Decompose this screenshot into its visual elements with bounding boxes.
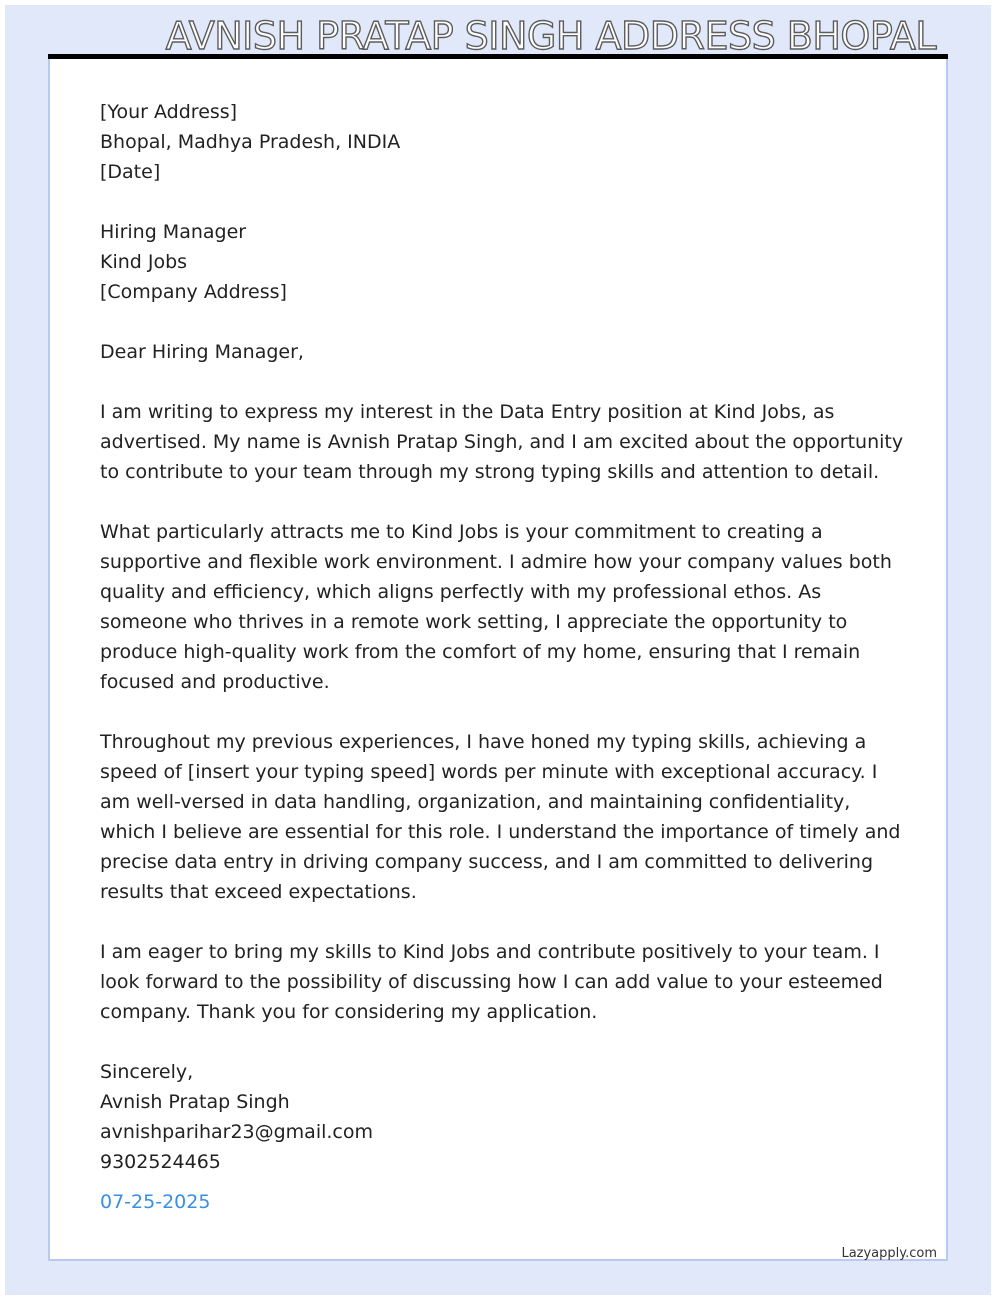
sender-city: Bhopal, Madhya Pradesh, INDIA — [100, 131, 401, 153]
recipient-name: Hiring Manager — [100, 221, 247, 243]
signature-name: Avnish Pratap Singh — [100, 1091, 290, 1113]
body-paragraph-4: I am eager to bring my skills to Kind Jobs and contribute positively to your team. I look forward to the possibility of discussing how I can add value to your esteemed company. Thank you for considering my application. — [100, 941, 883, 1023]
body-paragraph-2: What particularly attracts me to Kind Jobs is your commitment to creating a supportive and flexible work environment. I admire how your company values both quality and efficiency, which aligns perfectly with my professional ethos. As someone who thrives in a remote work setting, I appreciate the opportunity to produce high-quality work from the comfort of my home, ensuring that I remain focused and productive. — [100, 521, 892, 693]
salutation: Dear Hiring Manager, — [100, 341, 304, 363]
letter-date: 07-25-2025 — [100, 1191, 211, 1213]
signature-email: avnishparihar23@gmail.com — [100, 1121, 374, 1143]
signoff: Sincerely, — [100, 1061, 194, 1083]
recipient-company: Kind Jobs — [100, 251, 188, 273]
cover-letter-body — [100, 97, 910, 1217]
sender-address: [Your Address] — [100, 101, 238, 123]
footer-watermark: Lazyapply.com — [841, 1246, 937, 1261]
body-paragraph-3: Throughout my previous experiences, I have honed my typing skills, achieving a speed of [insert your typing speed] words per minute with exceptional accuracy. I am well-versed in data handling, organization, and maintaining confidentiality, which I believe are essential for this role. I understand the importance of timely and precise data entry in driving company success, and I am committed to delivering results that exceed expectations. — [100, 731, 901, 903]
header-title: AVNISH PRATAP SINGH ADDRESS BHOPAL — [165, 14, 936, 58]
sender-date: [Date] — [100, 161, 161, 183]
signature-phone: 9302524465 — [100, 1151, 221, 1173]
body-paragraph-1: I am writing to express my interest in the Data Entry position at Kind Jobs, as advertised. My name is Avnish Pratap Singh, and I am excited about the opportunity to contribute to your team through my strong typing skills and attention to detail. — [100, 401, 904, 483]
recipient-address: [Company Address] — [100, 281, 287, 303]
